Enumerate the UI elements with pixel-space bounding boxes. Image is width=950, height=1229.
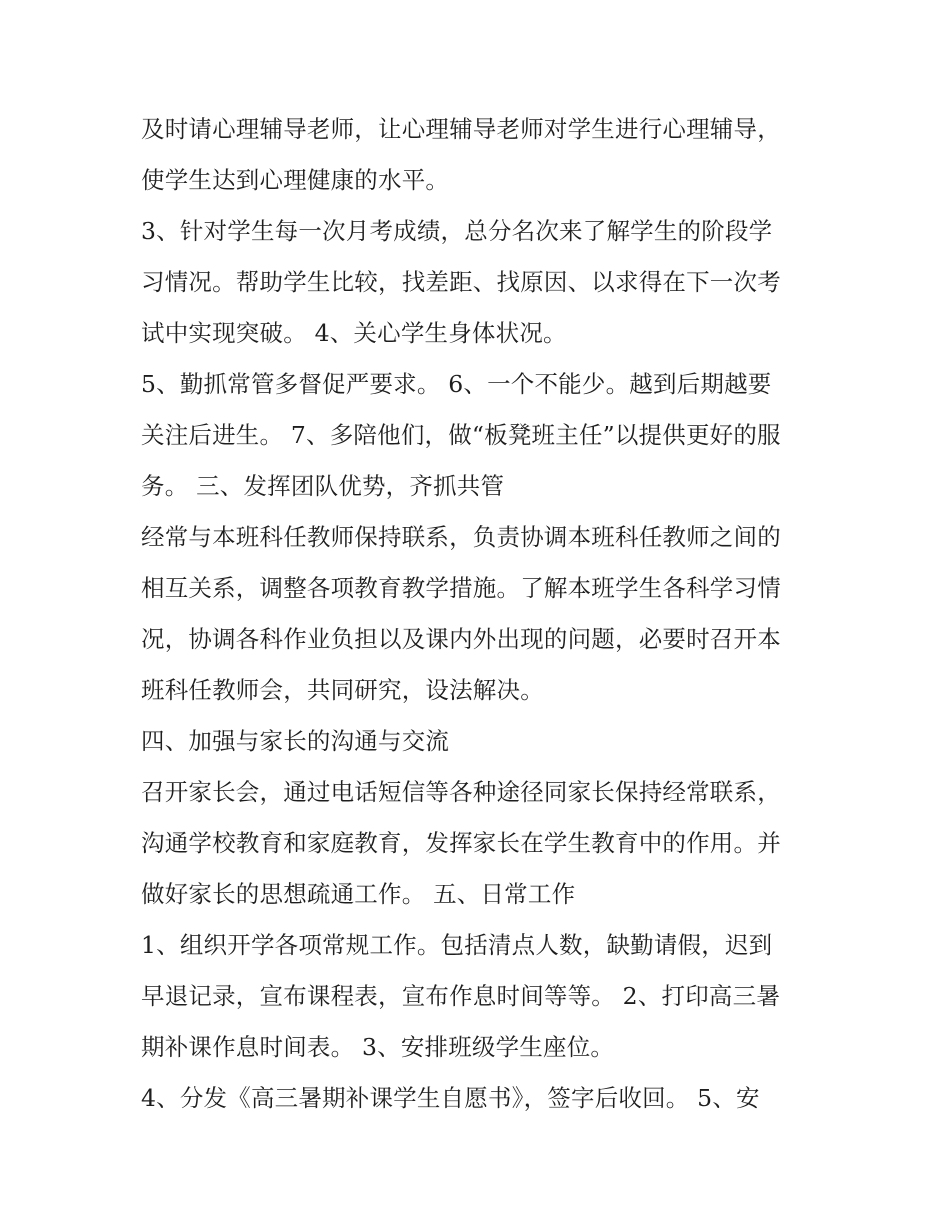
- text-line: 早退记录，宣布课程表，宣布作息时间等等。 2、打印高三暑: [141, 982, 781, 1010]
- body-text: [141, 104, 831, 1124]
- text-line: 相互关系，调整各项教育教学措施。了解本班学生各科学习情: [141, 574, 781, 602]
- text-line: 班科任教师会，共同研究，设法解决。: [141, 676, 544, 704]
- text-line: 召开家长会，通过电话短信等各种途径同家长保持经常联系，: [141, 778, 781, 806]
- text-line: 1、组织开学各项常规工作。包括清点人数，缺勤请假，迟到: [141, 931, 773, 959]
- text-line: 及时请心理辅导老师，让心理辅导老师对学生进行心理辅导，: [141, 115, 781, 143]
- text-line: 习情况。帮助学生比较，找差距、找原因、以求得在下一次考: [141, 268, 781, 296]
- section-heading: 四、加强与家长的沟通与交流: [141, 727, 450, 755]
- text-line: 务。 三、发挥团队优势，齐抓共管: [141, 472, 505, 500]
- text-line: 4、分发《高三暑期补课学生自愿书》，签字后收回。 5、安: [141, 1084, 760, 1112]
- text-line: 经常与本班科任教师保持联系，负责协调本班科任教师之间的: [141, 523, 781, 551]
- text-line: 关注后进生。 7、多陪他们，做“板凳班主任”以提供更好的服: [141, 421, 781, 449]
- text-line: 3、针对学生每一次月考成绩，总分名次来了解学生的阶段学: [141, 217, 773, 245]
- text-line: 期补课作息时间表。 3、安排班级学生座位。: [141, 1033, 615, 1061]
- text-line: 使学生达到心理健康的水平。: [141, 166, 450, 194]
- text-line: 5、勤抓常管多督促严要求。 6、一个不能少。越到后期越要: [141, 370, 772, 398]
- text-line: 做好家长的思想疏通工作。 五、日常工作: [141, 880, 576, 908]
- text-line: 况，协调各科作业负担以及课内外出现的问题，必要时召开本: [141, 625, 781, 653]
- text-line: 试中实现突破。 4、关心学生身体状况。: [141, 319, 567, 347]
- text-line: 沟通学校教育和家庭教育，发挥家长在学生教育中的作用。并: [141, 829, 781, 857]
